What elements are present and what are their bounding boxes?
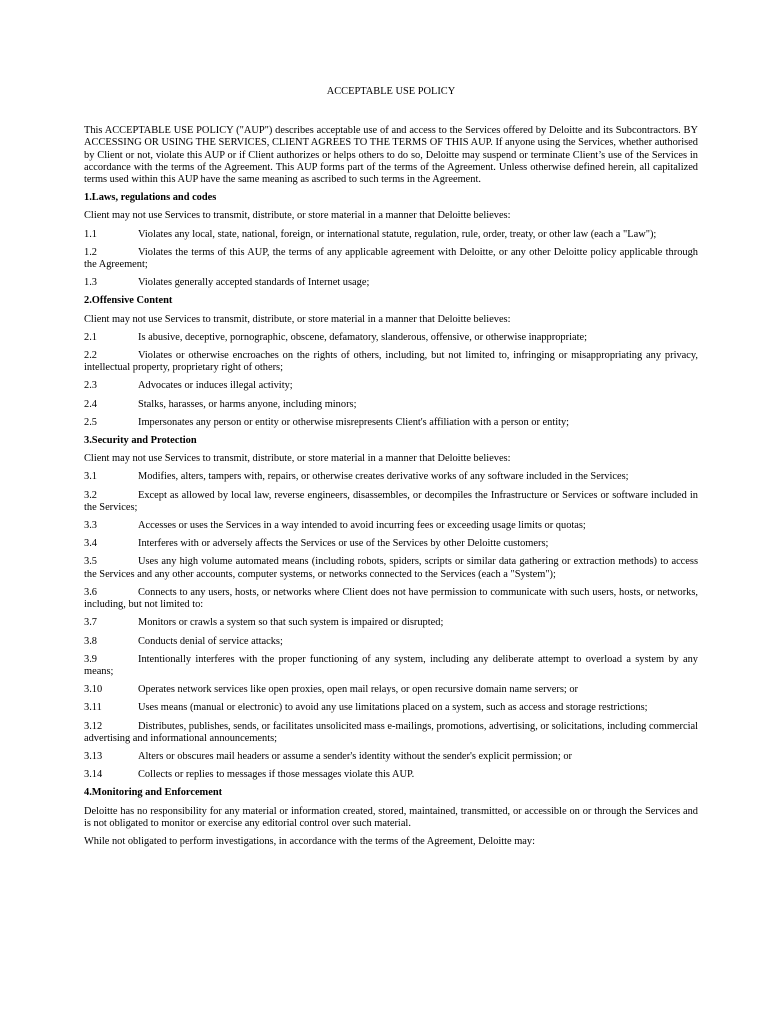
- document-title: ACCEPTABLE USE POLICY: [326, 86, 456, 97]
- clause-text: Stalks, harasses, or harms anyone, including minors;: [138, 398, 357, 410]
- clause-number: 3.8: [84, 635, 97, 647]
- document-page: [84, 86, 698, 854]
- section: [84, 295, 698, 429]
- clause-text: Distributes, publishes, sends, or facilitates unsolicited mass e-mailings, promotions, advertising, or solicitations, including commercial advertising and informational announcements;: [84, 720, 698, 744]
- clause-item: [84, 538, 698, 550]
- intro-paragraph: This ACCEPTABLE USE POLICY ("AUP") describes acceptable use of and access to the Services offered by Deloitte and its Subcontractors. BY ACCESSING OR USING THE SERVICES, CLIENT AGREES TO THE TERMS OF THIS AUP. If anyone using the Services, whether authorised by Client or not, violate this AUP or if Client authorizes or helps others to do so, Deloitte may suspend or terminate Client’s use of the Services in accordance with the terms of the Agreement. This AUP forms part of the terms of the Agreement. Unless otherwise defined herein, all capitalized terms used within this AUP have the same meaning as ascribed to such terms in the Agreement.: [84, 125, 698, 186]
- clause-number: 1.2: [84, 246, 97, 258]
- clause-item: [84, 721, 698, 745]
- clause-item: [84, 587, 698, 611]
- clause-item: [84, 617, 698, 629]
- clause-number: 1.1: [84, 228, 97, 240]
- clause-number: 3.7: [84, 617, 97, 629]
- section: [84, 787, 698, 848]
- section-heading: 4.Monitoring and Enforcement: [84, 787, 223, 799]
- clause-number: 2.4: [84, 398, 97, 410]
- section-lead: Client may not use Services to transmit, distribute, or store material in a manner that Deloitte believes:: [84, 313, 511, 325]
- clause-item: [84, 520, 698, 532]
- clause-text: Collects or replies to messages if those messages violate this AUP.: [138, 769, 415, 781]
- clause-text: Except as allowed by local law, reverse engineers, disassembles, or decompiles the Infrastructure or Services or software included in the Services;: [84, 489, 698, 513]
- clause-text: Impersonates any person or entity or otherwise misrepresents Client's affiliation with a person or entity;: [138, 416, 570, 428]
- clause-number: 3.9: [84, 653, 97, 665]
- clause-number: 2.1: [84, 331, 97, 343]
- clause-text: Accesses or uses the Services in a way intended to avoid incurring fees or exceeding usage limits or quotas;: [138, 520, 586, 532]
- section-paragraph: Deloitte has no responsibility for any material or information created, stored, maintained, transmitted, or accessible on or through the Services and is not obligated to monitor or exercise any editorial control over such material.: [84, 805, 698, 829]
- clause-text: Operates network services like open proxies, open mail relays, or open recursive domain name servers; or: [138, 684, 579, 696]
- clause-number: 1.3: [84, 277, 97, 289]
- clause-item: [84, 350, 698, 374]
- clause-text: Violates generally accepted standards of Internet usage;: [138, 277, 370, 289]
- clause-text: Advocates or induces illegal activity;: [138, 380, 293, 392]
- clause-number: 3.12: [84, 720, 103, 732]
- clause-number: 2.2: [84, 350, 97, 362]
- clause-text: Connects to any users, hosts, or networks where Client does not have permission to communicate with such users, hosts, or networks, including, but not limited to:: [84, 586, 698, 611]
- clause-item: [84, 684, 698, 696]
- section: [84, 192, 698, 289]
- clause-item: [84, 332, 698, 344]
- section: [84, 435, 698, 781]
- clause-item: [84, 229, 698, 241]
- clause-text: Violates any local, state, national, foreign, or international statute, regulation, rule, order, treaty, or other law (each a "Law");: [138, 228, 657, 240]
- clause-number: 3.5: [84, 556, 97, 568]
- clause-number: 3.3: [84, 520, 97, 532]
- section-heading: 1.Laws, regulations and codes: [84, 192, 217, 204]
- clause-number: 2.5: [84, 416, 97, 428]
- clause-text: Modifies, alters, tampers with, repairs, or otherwise creates derivative works of any software included in the Services;: [138, 471, 629, 483]
- clause-item: [84, 380, 698, 392]
- clause-number: 2.3: [84, 380, 97, 392]
- clause-item: [84, 277, 698, 289]
- section-lead: Client may not use Services to transmit, distribute, or store material in a manner that Deloitte believes:: [84, 210, 511, 222]
- clause-text: Intentionally interferes with the proper functioning of any system, including any deliberate attempt to overload a system by any means;: [84, 653, 698, 677]
- clause-number: 3.14: [84, 769, 103, 781]
- clause-item: [84, 751, 698, 763]
- clause-number: 3.6: [84, 586, 97, 598]
- clause-item: [84, 636, 698, 648]
- clause-number: 3.13: [84, 750, 103, 762]
- clause-number: 3.11: [84, 702, 102, 714]
- clause-text: Uses any high volume automated means (including robots, spiders, scripts or similar data gathering or extraction methods) to access the Services and any other accounts, computer systems, or networks connected to the Services (each a "System");: [84, 556, 698, 580]
- section-heading: 2.Offensive Content: [84, 295, 173, 307]
- clause-text: Uses means (manual or electronic) to avoid any use limitations placed on a system, such as access and storage restrictions;: [138, 702, 648, 714]
- clause-item: [84, 417, 698, 429]
- clause-item: [84, 471, 698, 483]
- clause-item: [84, 399, 698, 411]
- clause-item: [84, 247, 698, 271]
- clause-text: Violates or otherwise encroaches on the rights of others, including, but not limited to, infringing or misappropriating any privacy, intellectual property, proprietary right of others;: [84, 350, 698, 374]
- clause-text: Is abusive, deceptive, pornographic, obscene, defamatory, slanderous, offensive, or otherwise inappropriate;: [138, 331, 587, 343]
- clause-text: Violates the terms of this AUP, the terms of any applicable agreement with Deloitte, or any other Deloitte policy applicable through the Agreement;: [84, 246, 698, 271]
- clause-item: [84, 556, 698, 580]
- sections-container: [84, 192, 698, 848]
- clause-text: Interferes with or adversely affects the Services or use of the Services by other Deloitte customers;: [138, 538, 549, 550]
- section-lead: Client may not use Services to transmit, distribute, or store material in a manner that Deloitte believes:: [84, 453, 511, 465]
- clause-number: 3.1: [84, 471, 97, 483]
- section-paragraph: While not obligated to perform investigations, in accordance with the terms of the Agreement, Deloitte may:: [84, 835, 535, 847]
- clause-text: Alters or obscures mail headers or assume a sender's identity without the sender's explicit permission; or: [138, 750, 572, 762]
- section-heading: 3.Security and Protection: [84, 435, 197, 447]
- clause-item: [84, 702, 698, 714]
- clause-item: [84, 490, 698, 514]
- clause-text: Monitors or crawls a system so that such system is impaired or disrupted;: [138, 617, 444, 629]
- clause-item: [84, 654, 698, 678]
- clause-number: 3.4: [84, 538, 97, 550]
- clause-text: Conducts denial of service attacks;: [138, 635, 283, 647]
- clause-number: 3.10: [84, 684, 103, 696]
- clause-number: 3.2: [84, 489, 97, 501]
- clause-item: [84, 769, 698, 781]
